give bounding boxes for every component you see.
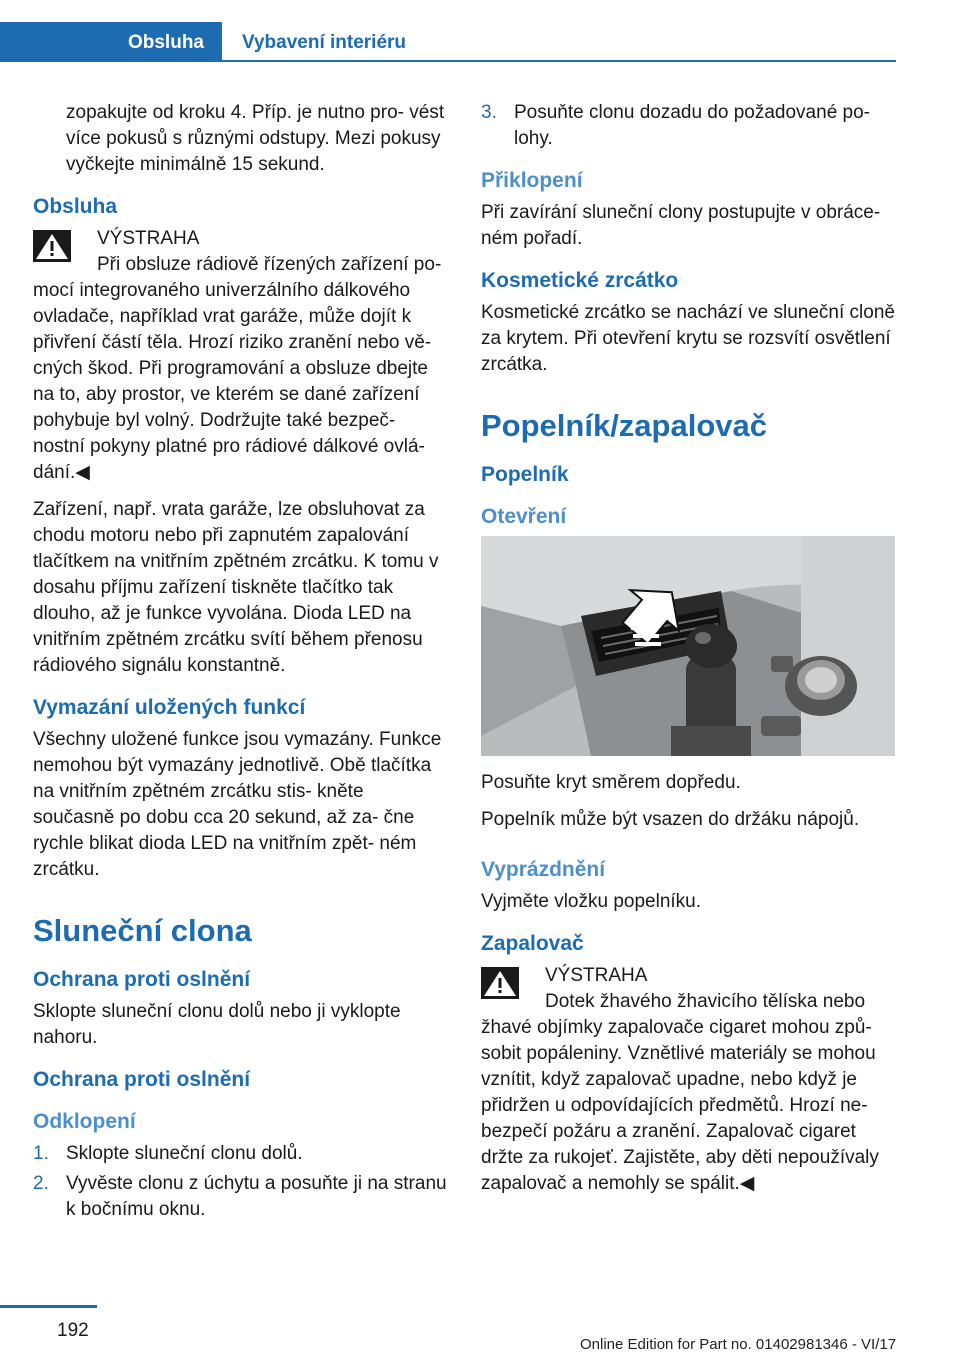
heading-slunecni-clona: Sluneční clona (33, 913, 252, 948)
step-number: 2. (33, 1173, 49, 1194)
heading-otevreni: Otevření (481, 505, 567, 528)
header-tab-bar (0, 22, 896, 62)
paragraph-zarizeni: Zařízení, např. vrata garáže, lze obsluhovat za chodu motoru nebo při zapnutém zapalování tlačítkem na vnitřním zpětném zrcátku. K tomu v dosahu příjmu zařízení tiskněte tlačítko tak dlouho, až je funkce vyvolána. Dioda LED na vnitřním zpětném zrcátku svítí během přenosu rádiového signálu konstantně. (33, 499, 439, 676)
ashtray-photo (481, 536, 895, 756)
footer-edition: Online Edition for Part no. 01402981346 - VI/17 (580, 1336, 897, 1353)
list-item (481, 100, 895, 152)
left-column (33, 100, 447, 1234)
heading-popelnik-zapalovac: Popelník/zapalovač (481, 408, 767, 443)
warning-icon (33, 230, 71, 262)
warning-label: VÝSTRAHA (545, 965, 648, 986)
heading-vymazani: Vymazání uložených funkcí (33, 696, 306, 719)
paragraph-vymazani: Všechny uložené funkce jsou vymazány. Funkce nemohou být vymazány jednotlivě. Obě tlačítka na vnitřním zpětném zrcátku stis‐ kněte současně po dobu cca 20 sekund, až za‐ čne rychle blikat dioda LED na vnitřním zpět‐ ném zrcátku. (33, 729, 442, 880)
list-item (33, 1171, 447, 1223)
heading-odklopeni: Odklopení (33, 1110, 136, 1133)
step-number: 3. (481, 102, 497, 123)
warning-icon (481, 967, 519, 999)
heading-popelnik: Popelník (481, 463, 569, 486)
heading-kosmeticke-zrcatko: Kosmetické zrcátko (481, 269, 679, 292)
paragraph-intro: zopakujte od kroku 4. Příp. je nutno pro‐ vést více pokusů s různými odstupy. Mezi pokusy vyčkejte minimálně 15 sekund. (66, 102, 445, 175)
tab-vybaveni-interieru: Vybavení interiéru (242, 32, 407, 53)
paragraph-posunte-kryt: Posuňte kryt směrem dopředu. (481, 772, 741, 793)
steps-list-continued (481, 100, 895, 152)
tab-obsluha: Obsluha (0, 22, 222, 62)
step-number: 1. (33, 1143, 49, 1164)
heading-priklopeni: Přiklopení (481, 169, 583, 192)
warning-block (33, 226, 447, 278)
paragraph-priklopeni: Při zavírání sluneční clony postupujte v obráce‐ ném pořadí. (481, 202, 881, 249)
warning-first-line: Při obsluze rádiově řízených zařízení po‐ (97, 254, 442, 275)
warning-text: žhavé objímky zapalovače cigaret mohou způ‐ sobit popáleniny. Vznětlivé materiály se mohou vznítit, když zapalovač upadne, nebo když je přidržen u odpovídajících předmětů. Hrozí ne‐ bezpečí požáru a zranění. Zapalovač cigaret držte za rukojeť. Zajistěte, aby děti nepoužívaly zapalovač a nemohly se spálit.◀ (481, 1017, 879, 1194)
paragraph-kosmeticke: Kosmetické zrcátko se nachází ve sluneční cloně za krytem. Při otevření krytu se rozsvítí osvětlení zrcátka. (481, 302, 895, 375)
steps-list (33, 1141, 447, 1223)
heading-ochrana-1: Ochrana proti oslnění (33, 968, 251, 991)
warning-first-line: Dotek žhavého žhavicího tělíska nebo (545, 991, 866, 1012)
paragraph-popelnik-drzak: Popelník může být vsazen do držáku nápojů. (481, 809, 860, 830)
footer-rule (0, 1305, 97, 1308)
header-rule (222, 60, 896, 62)
paragraph-vyprazdneni: Vyjměte vložku popelníku. (481, 891, 702, 912)
right-column (481, 100, 895, 1208)
heading-vyprazdneni: Vyprázdnění (481, 858, 606, 881)
warning-label: VÝSTRAHA (97, 228, 200, 249)
step-text: Vyvěste clonu z úchytu a posuňte ji na stranu k bočnímu oknu. (66, 1173, 447, 1220)
warning-block (481, 963, 895, 1015)
heading-obsluha: Obsluha (33, 195, 118, 218)
page-number: 192 (57, 1320, 89, 1341)
step-text: Sklopte sluneční clonu dolů. (66, 1143, 303, 1164)
step-text: Posuňte clonu dozadu do požadované po‐ lohy. (514, 102, 870, 149)
warning-text: mocí integrovaného univerzálního dálkového ovladače, například vrat garáže, může dojít k přivření částí těla. Hrozí riziko zranění nebo vě‐ cných škod. Při programování a obsluze dbejte na to, aby prostor, ve kterém se dané zařízení pohybuje byl volný. Dodržujte také bezpeč‐ nostní pokyny platné pro rádiové dálkové ovlá‐ dání.◀ (33, 280, 432, 483)
heading-ochrana-2: Ochrana proti oslnění (33, 1068, 251, 1091)
paragraph-ochrana: Sklopte sluneční clonu dolů nebo ji vyklopte nahoru. (33, 1001, 401, 1048)
list-item (33, 1141, 447, 1167)
heading-zapalovac: Zapalovač (481, 932, 584, 955)
